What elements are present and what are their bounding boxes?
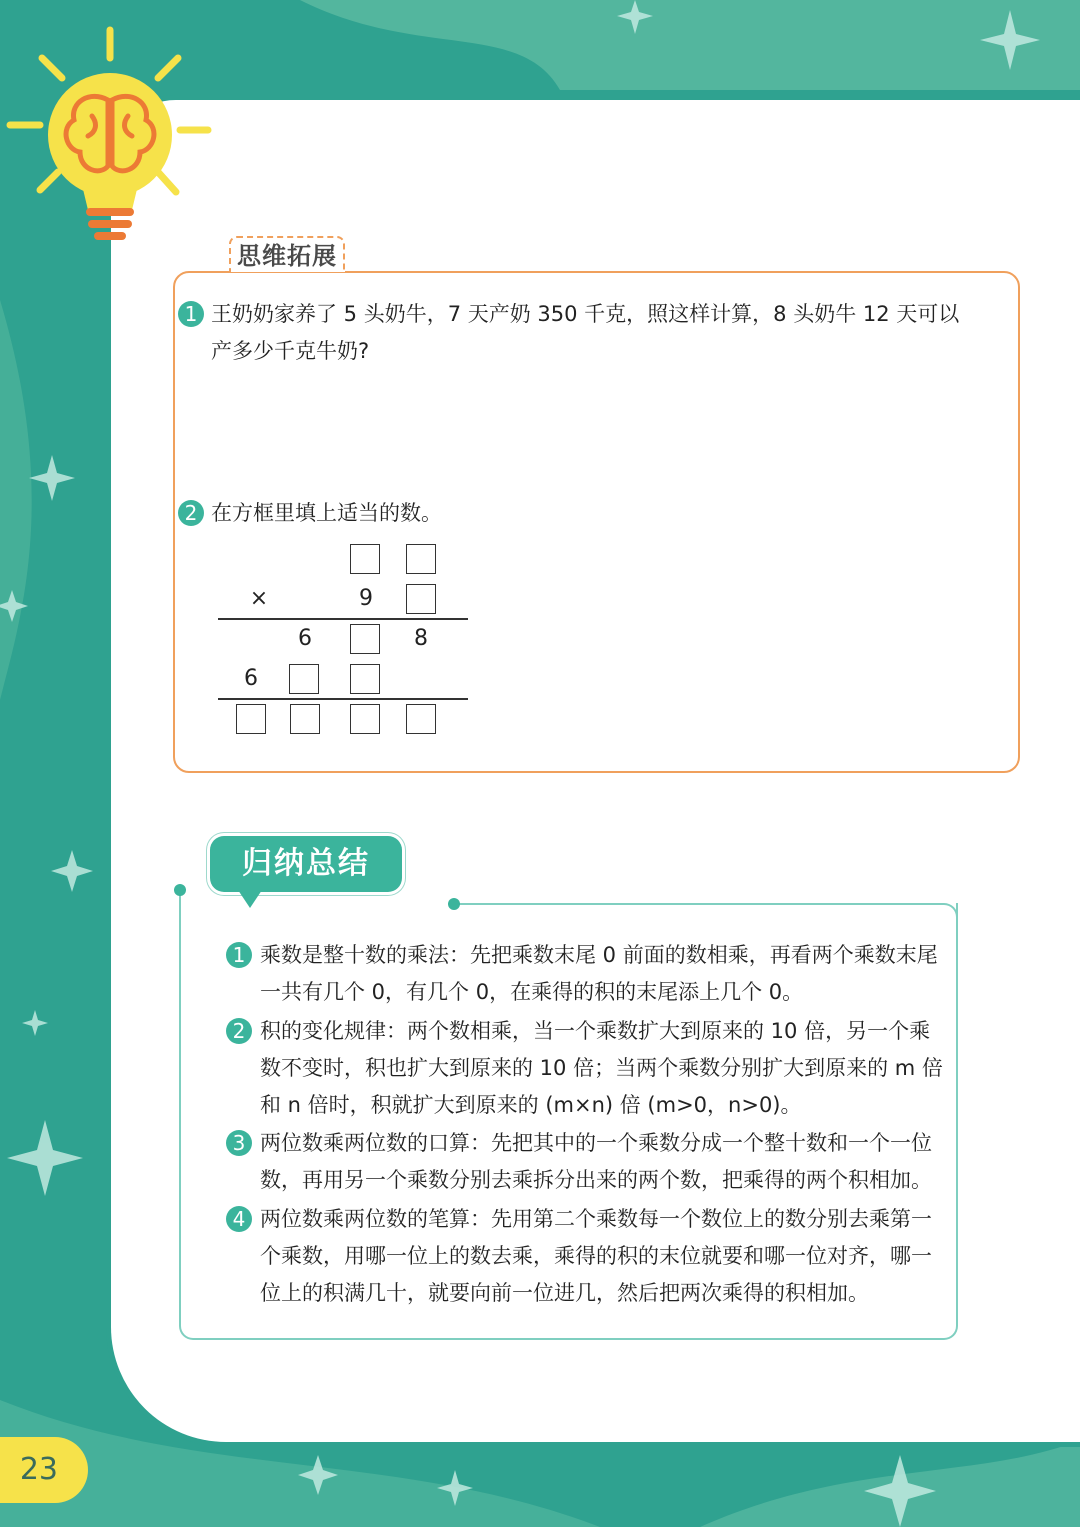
summary-title: 归纳总结 — [210, 836, 402, 892]
blank-box[interactable] — [406, 544, 436, 574]
digit: 8 — [414, 626, 428, 651]
summary-item — [226, 1201, 951, 1312]
item-text: 两位数乘两位数的笔算：先用第二个乘数每一个数位上的数分别去乘第一个乘数，用哪一位上的数去乘，乘得的积的末位就要和哪一位对齐，哪一位上的积满几十，就要向前一位进几，然后把两次乘得的积相加。 — [260, 1207, 932, 1305]
summary-title-tail — [238, 890, 262, 908]
divider-line — [218, 618, 468, 620]
blank-box[interactable] — [406, 704, 436, 734]
item-number: 2 — [226, 1018, 252, 1044]
decor-dot — [448, 898, 460, 910]
lightbulb-brain-icon — [0, 20, 220, 250]
question-number: 1 — [178, 301, 204, 327]
item-number: 4 — [226, 1206, 252, 1232]
blank-box[interactable] — [236, 704, 266, 734]
question-text: 王奶奶家养了 5 头奶牛，7 天产奶 350 千克，照这样计算，8 头奶牛 12 天可以产多少千克牛奶? — [211, 302, 960, 363]
digit: 9 — [359, 586, 373, 611]
blank-box[interactable] — [290, 704, 320, 734]
item-text: 积的变化规律：两个数相乘，当一个乘数扩大到原来的 10 倍，另一个乘数不变时，积也扩大到原来的 10 倍；当两个乘数分别扩大到原来的 m 倍和 n 倍时，积就扩大到原来的 (m×n) 倍 (m>0，n>0)。 — [260, 1019, 943, 1117]
divider-line — [218, 698, 468, 700]
blank-box[interactable] — [350, 624, 380, 654]
summary-item — [226, 937, 951, 1011]
page-number: 23 — [0, 1437, 88, 1503]
times-sign: × — [249, 586, 269, 611]
blank-box[interactable] — [350, 664, 380, 694]
thinking-extension-title: 思维拓展 — [229, 236, 345, 272]
question-text: 在方框里填上适当的数。 — [211, 501, 442, 525]
digit: 6 — [244, 666, 258, 691]
item-text: 乘数是整十数的乘法：先把乘数末尾 0 前面的数相乘，再看两个乘数末尾一共有几个 0，有几个 0，在乘得的积的末尾添上几个 0。 — [260, 943, 938, 1004]
question-number: 2 — [178, 500, 204, 526]
question-2 — [178, 495, 778, 532]
blank-box[interactable] — [289, 664, 319, 694]
item-text: 两位数乘两位数的口算：先把其中的一个乘数分成一个整十数和一个一位数，再用另一个乘数分别去乘拆分出来的两个数，把乘得的两个积相加。 — [260, 1131, 932, 1192]
question-1 — [178, 296, 978, 370]
summary-item — [226, 1013, 951, 1124]
digit: 6 — [298, 626, 312, 651]
blank-box[interactable] — [406, 584, 436, 614]
decor-dot — [174, 884, 186, 896]
summary-item — [226, 1125, 951, 1199]
item-number: 1 — [226, 942, 252, 968]
blank-box[interactable] — [350, 544, 380, 574]
vertical-multiplication — [215, 540, 475, 740]
item-number: 3 — [226, 1130, 252, 1156]
summary-box-top-border — [455, 903, 958, 933]
blank-box[interactable] — [350, 704, 380, 734]
